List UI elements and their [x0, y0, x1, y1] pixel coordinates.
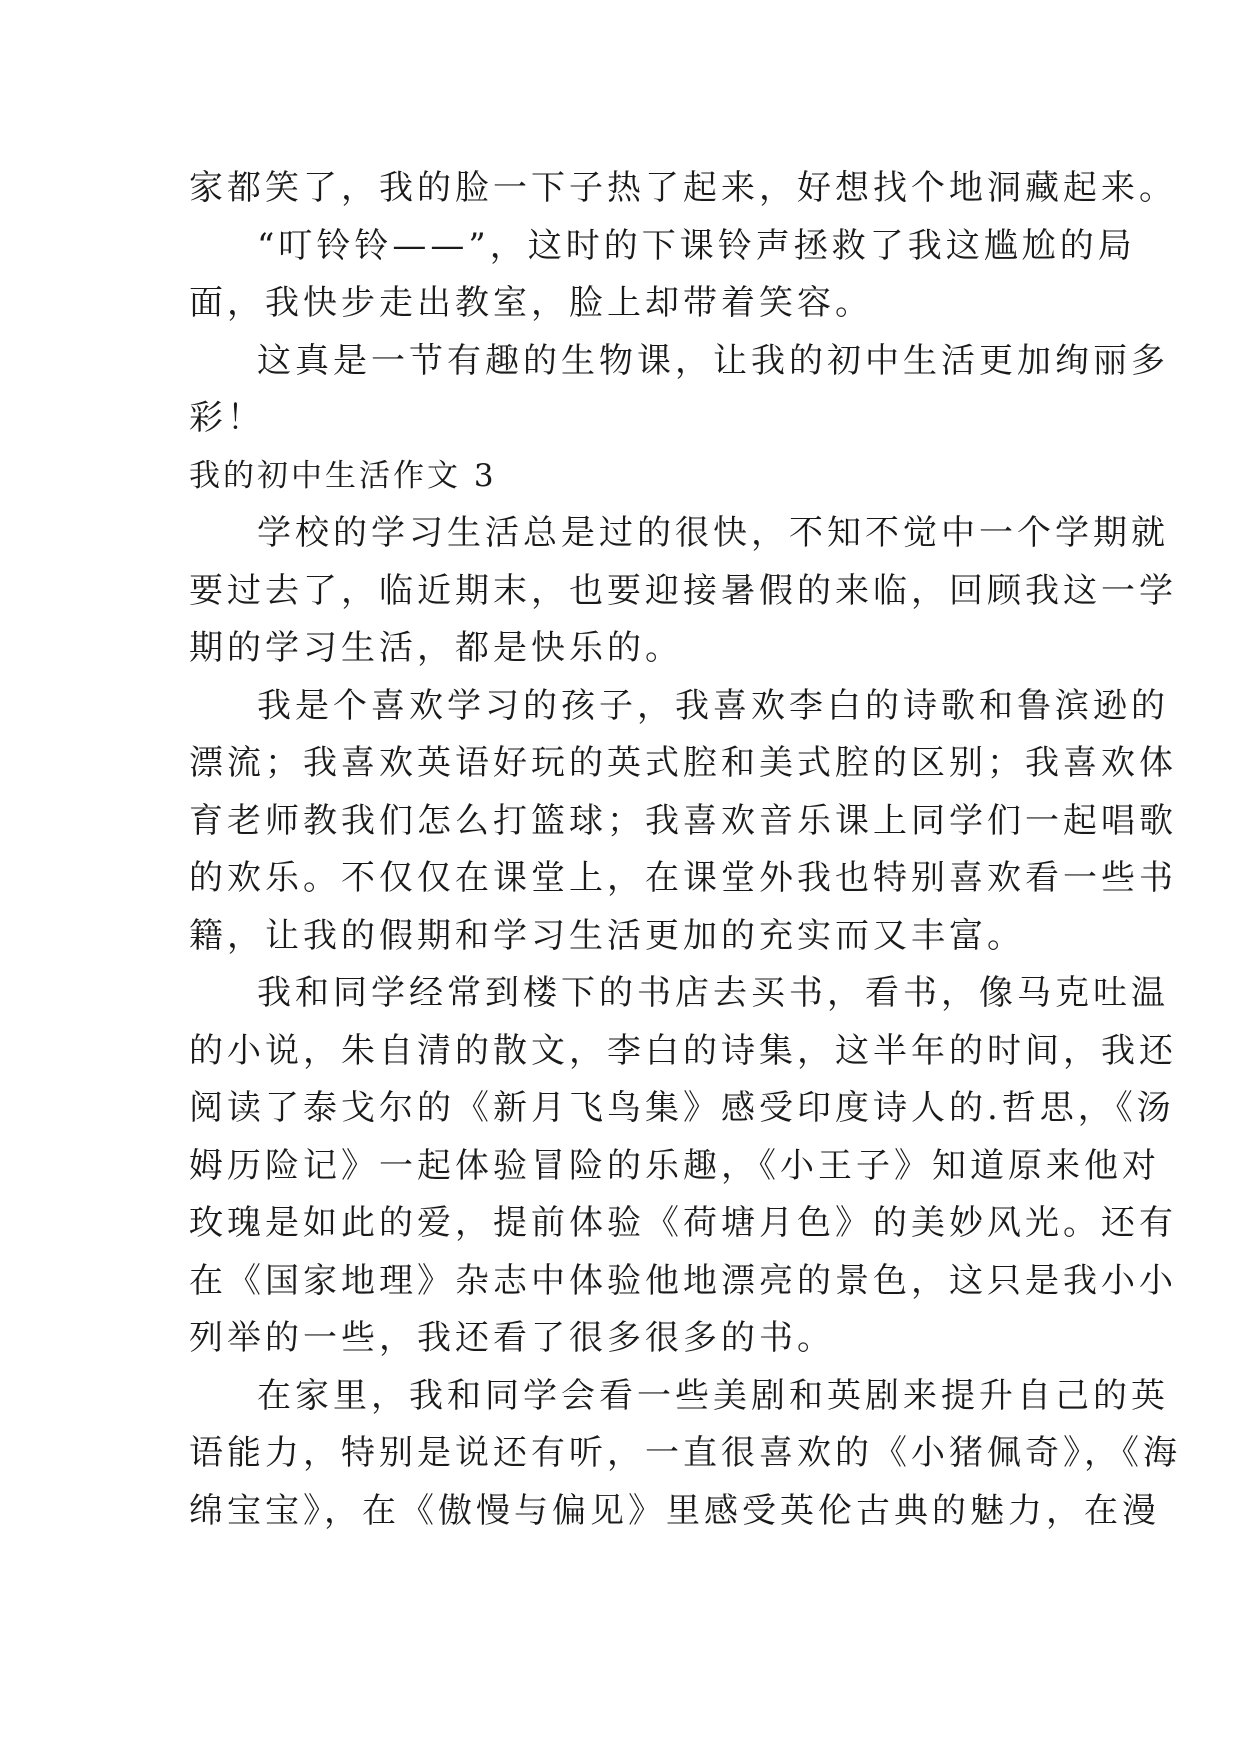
paragraph	[189, 218, 1136, 333]
text-line: 玫瑰是如此的爱，提前体验《荷塘月色》的美妙风光。还有	[189, 1203, 1177, 1243]
text-line: 这真是一节有趣的生物课，让我的初中生活更加绚丽多	[257, 340, 1169, 381]
text-line: 语能力，特别是说还有听，一直很喜欢的《小猪佩奇》，《海	[189, 1433, 1181, 1473]
text-line: 期的学习生活，都是快乐的。	[189, 628, 683, 668]
text-line: 阅读了泰戈尔的《新月飞鸟集》感受印度诗人的.哲思，《汤	[189, 1088, 1175, 1128]
text-line: “叮铃铃——”，这时的下课铃声拯救了我这尴尬的局	[257, 225, 1136, 266]
text-line: 在家里，我和同学会看一些美剧和英剧来提升自己的英	[257, 1375, 1169, 1416]
section-heading	[189, 448, 1059, 506]
text-line: 在《国家地理》杂志中体验他地漂亮的景色，这只是我小小	[189, 1260, 1177, 1301]
paragraph	[189, 678, 1177, 966]
text-line: 我是个喜欢学习的孩子，我喜欢李白的诗歌和鲁滨逊的	[257, 685, 1169, 726]
text-line: 姆历险记》一起体验冒险的乐趣，《小王子》知道原来他对	[189, 1145, 1160, 1186]
document-page	[189, 160, 1181, 1540]
paragraph	[189, 965, 1177, 1368]
paragraph	[189, 1368, 1181, 1541]
text-line: 漂流；我喜欢英语好玩的英式腔和美式腔的区别；我喜欢体	[189, 743, 1177, 783]
paragraph	[189, 160, 1177, 218]
paragraph	[189, 333, 1169, 448]
text-line: 的小说，朱自清的散文，李白的诗集，这半年的时间，我还	[189, 1030, 1177, 1071]
text-line: 要过去了，临近期末，也要迎接暑假的来临，回顾我这一学	[189, 570, 1177, 611]
text-line: 籍，让我的假期和学习生活更加的充实而又丰富。	[189, 915, 1025, 956]
text-line: 列举的一些，我还看了很多很多的书。	[189, 1318, 835, 1358]
text-line: 学校的学习生活总是过的很快，不知不觉中一个学期就	[257, 513, 1169, 553]
text-line: 的欢乐。不仅仅在课堂上，在课堂外我也特别喜欢看一些书	[189, 858, 1177, 898]
text-line: 我和同学经常到楼下的书店去买书，看书，像马克吐温	[257, 973, 1169, 1013]
text-line: 面，我快步走出教室，脸上却带着笑容。	[189, 283, 873, 323]
text-line: 绵宝宝》，在《傲慢与偏见》里感受英伦古典的魅力，在漫	[189, 1490, 1160, 1531]
heading-text: 我的初中生活作文 3	[189, 457, 497, 494]
paragraph	[189, 505, 1177, 678]
text-line: 彩！	[189, 398, 265, 438]
text-line: 育老师教我们怎么打篮球；我喜欢音乐课上同学们一起唱歌	[189, 800, 1177, 841]
text-line: 家都笑了，我的脸一下子热了起来，好想找个地洞藏起来。	[189, 168, 1177, 208]
